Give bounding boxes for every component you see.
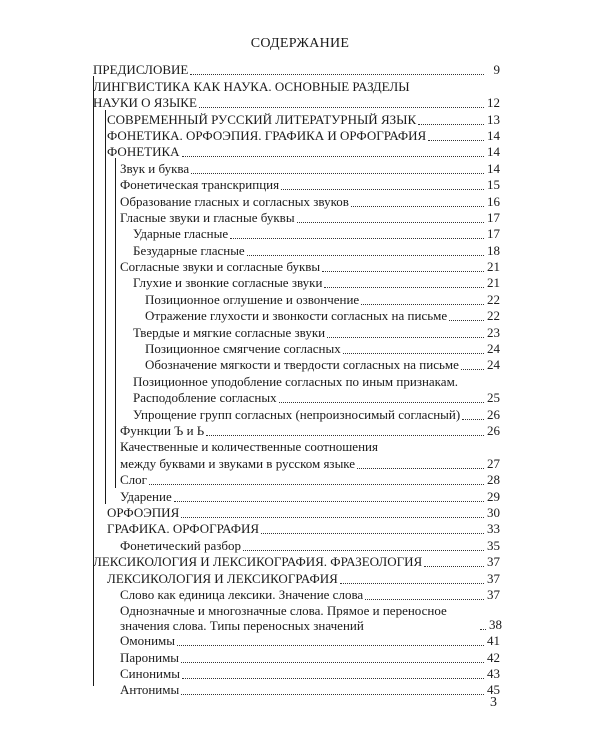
toc-entry: Звук и буква 14 xyxy=(120,160,500,176)
toc-entry: Однозначные и многозначные слова. Прямое и переносное значения слова. Типы переносных значений 38 xyxy=(120,602,502,633)
toc-entry: ГРАФИКА. ОРФОГРАФИЯ 33 xyxy=(107,521,500,537)
table-of-contents xyxy=(93,62,500,698)
toc-entry: Расподобление согласных 25 xyxy=(133,390,500,406)
toc-entry: Согласные звуки и согласные буквы 21 xyxy=(120,259,500,275)
toc-entry: ОРФОЭПИЯ 30 xyxy=(107,504,500,520)
toc-entry: Ударение 29 xyxy=(120,488,500,504)
toc-entry: Фонетическая транскрипция 15 xyxy=(120,177,500,193)
toc-entry: СОВРЕМЕННЫЙ РУССКИЙ ЛИТЕРАТУРНЫЙ ЯЗЫК 13 xyxy=(107,111,500,127)
toc-entry: Фонетический разбор 35 xyxy=(120,537,500,553)
toc-entry: Позиционное оглушение и озвончение 22 xyxy=(145,291,500,307)
toc-entry: Слог 28 xyxy=(120,472,500,488)
toc-entry: Упрощение групп согласных (непроизносимый согласный) 26 xyxy=(133,406,500,422)
toc-entry: Омонимы 41 xyxy=(120,633,500,649)
toc-entry: Обозначение мягкости и твердости согласных на письме 24 xyxy=(145,357,500,373)
toc-entry: Синонимы 43 xyxy=(120,666,500,682)
toc-entry: Антонимы 45 xyxy=(120,682,500,698)
page-number: 3 xyxy=(490,695,497,710)
toc-entry: Твердые и мягкие согласные звуки 23 xyxy=(133,324,500,340)
toc-entry: Качественные и количественные соотношения xyxy=(120,439,378,455)
toc-entry: Позиционное смягчение согласных 24 xyxy=(145,341,500,357)
toc-entry: Глухие и звонкие согласные звуки 21 xyxy=(133,275,500,291)
toc-entry: ФОНЕТИКА 14 xyxy=(107,144,500,160)
toc-entry: Гласные звуки и гласные буквы 17 xyxy=(120,209,500,225)
toc-entry: НАУКИ О ЯЗЫКЕ 12 xyxy=(93,95,500,111)
toc-entry: между буквами и звуками в русском языке 27 xyxy=(120,455,500,471)
toc-entry: Слово как единица лексики. Значение слова 37 xyxy=(120,586,500,602)
toc-entry: ФОНЕТИКА. ОРФОЭПИЯ. ГРАФИКА И ОРФОГРАФИЯ 14 xyxy=(107,127,500,143)
toc-entry: Паронимы 42 xyxy=(120,649,500,665)
toc-entry: ЛЕКСИКОЛОГИЯ И ЛЕКСИКОГРАФИЯ. ФРАЗЕОЛОГИЯ 37 xyxy=(93,554,500,570)
toc-entry: Ударные гласные 17 xyxy=(133,226,500,242)
toc-entry: Функции Ъ и Ь 26 xyxy=(120,422,500,438)
toc-entry: ЛЕКСИКОЛОГИЯ И ЛЕКСИКОГРАФИЯ 37 xyxy=(107,570,500,586)
toc-entry: Безударные гласные 18 xyxy=(133,242,500,258)
page-title: СОДЕРЖАНИЕ xyxy=(250,36,350,51)
toc-entry: ПРЕДИСЛОВИЕ 9 xyxy=(93,62,500,78)
toc-entry: Отражение глухости и звонкости согласных на письме 22 xyxy=(145,308,500,324)
toc-entry: ЛИНГВИСТИКА КАК НАУКА. ОСНОВНЫЕ РАЗДЕЛЫ xyxy=(93,78,410,94)
toc-entry: Образование гласных и согласных звуков 16 xyxy=(120,193,500,209)
toc-entry: Позиционное уподобление согласных по иным признакам. xyxy=(133,373,459,389)
